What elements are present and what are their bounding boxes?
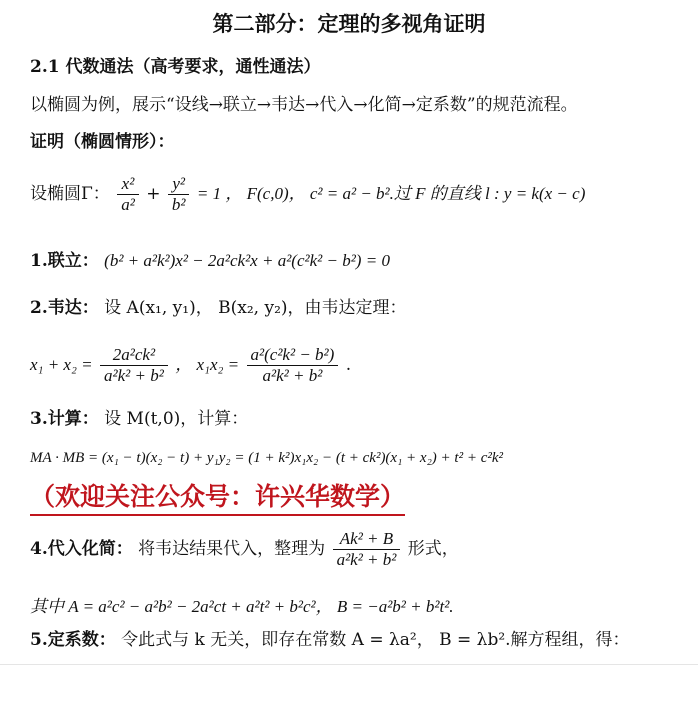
step-4-end: 形式， (407, 539, 459, 559)
promo-banner: （欢迎关注公众号：许兴华数学） (30, 480, 405, 516)
step-3 (30, 408, 248, 430)
step-2-text: 设 A(x₁, y₁)， B(x₂, y₂)，由韦达定理： (104, 298, 407, 318)
x-fraction: $\frac{\text{x²}}{\text{a²}}$ (117, 174, 139, 215)
step-3-label: 3.计算： (30, 409, 99, 429)
sum-fraction: $\frac{\text{2a²ck²}}{\text{a²k² + b²}}$ (100, 345, 168, 386)
step-3-text: 设 M(t,0)，计算： (104, 409, 249, 429)
setup-prefix: 设椭圆Γ： (30, 184, 110, 204)
vieta-formulas: x₁ + x₂ = $\frac{\text{2a²ck²}}{\text{a²k² + b²}}$ ， x₁x₂ = $\frac{\text{a²(c²k² − b²)}}{\text{a²k² + b²}}$ . (30, 345, 352, 385)
step-4-detail: 其中 A = a²c² − a²b² − 2a²ct + a²t² + b²c²， B = −a²b² + b²t². (30, 597, 454, 616)
step-4 (30, 526, 459, 572)
step-2-label: 2.韦达： (30, 298, 99, 318)
step-3-expr: MA · MB = (x₁ − t)(x₂ − t) + y₁y₂ = (1 + k²)x₁x₂ − (t + ck²)(x₁ + x₂) + t² + c²k² (30, 450, 504, 466)
step-5-label: 5.定系数： (30, 630, 116, 650)
proof-label: 证明（椭圆情形）： (30, 132, 175, 152)
step-5-text: 令此式与 k 无关，即存在常数 A = λa²， B = λb².解方程组，得： (121, 630, 630, 650)
step-2 (30, 297, 407, 319)
page-title: 第二部分：定理的多视角证明 (212, 11, 486, 36)
step-1-expr: (b² + a²k²)x² − 2a²ck²x + a²(c²k² − b²) = 0 (104, 251, 390, 270)
step-4-label: 4.代入化简： (30, 539, 133, 559)
section-intro: 以椭圆为例，展示“设线→联立→韦达→代入→化简→定系数”的规范流程。 (30, 95, 578, 115)
product-fraction: $\frac{\text{a²(c²k² − b²)}}{\text{a²k² + b²}}$ (247, 345, 339, 386)
step-1 (30, 250, 390, 272)
setup-rest: = 1 ， F(c,0)， c² = a² − b².过 F 的直线 l : y = k(x − c) (196, 184, 586, 203)
sum-lhs: x₁ + x₂ = (30, 355, 93, 374)
step-4-fraction: $\frac{\text{Ak² + B}}{\text{a²k² + b²}}$ (333, 529, 401, 570)
ellipse-setup: 设椭圆Γ： $\frac{\text{x²}}{\text{a²}}$ + $\frac{\text{y²}}{\text{b²}}$ = 1 ， F(c,0)， c² = a² − b².过 F 的直线 l : y = k(x − c) (30, 174, 586, 214)
product-lhs: ， x₁x₂ = (175, 355, 240, 374)
step-5 (30, 629, 630, 651)
y-fraction: $\frac{\text{y²}}{\text{b²}}$ (168, 174, 190, 215)
page-divider (0, 664, 698, 665)
step-4-text: 将韦达结果代入，整理为 (138, 539, 326, 559)
section-heading: 2.1 代数通法（高考要求，通性通法） (30, 57, 321, 77)
step-1-label: 1.联立： (30, 251, 99, 271)
